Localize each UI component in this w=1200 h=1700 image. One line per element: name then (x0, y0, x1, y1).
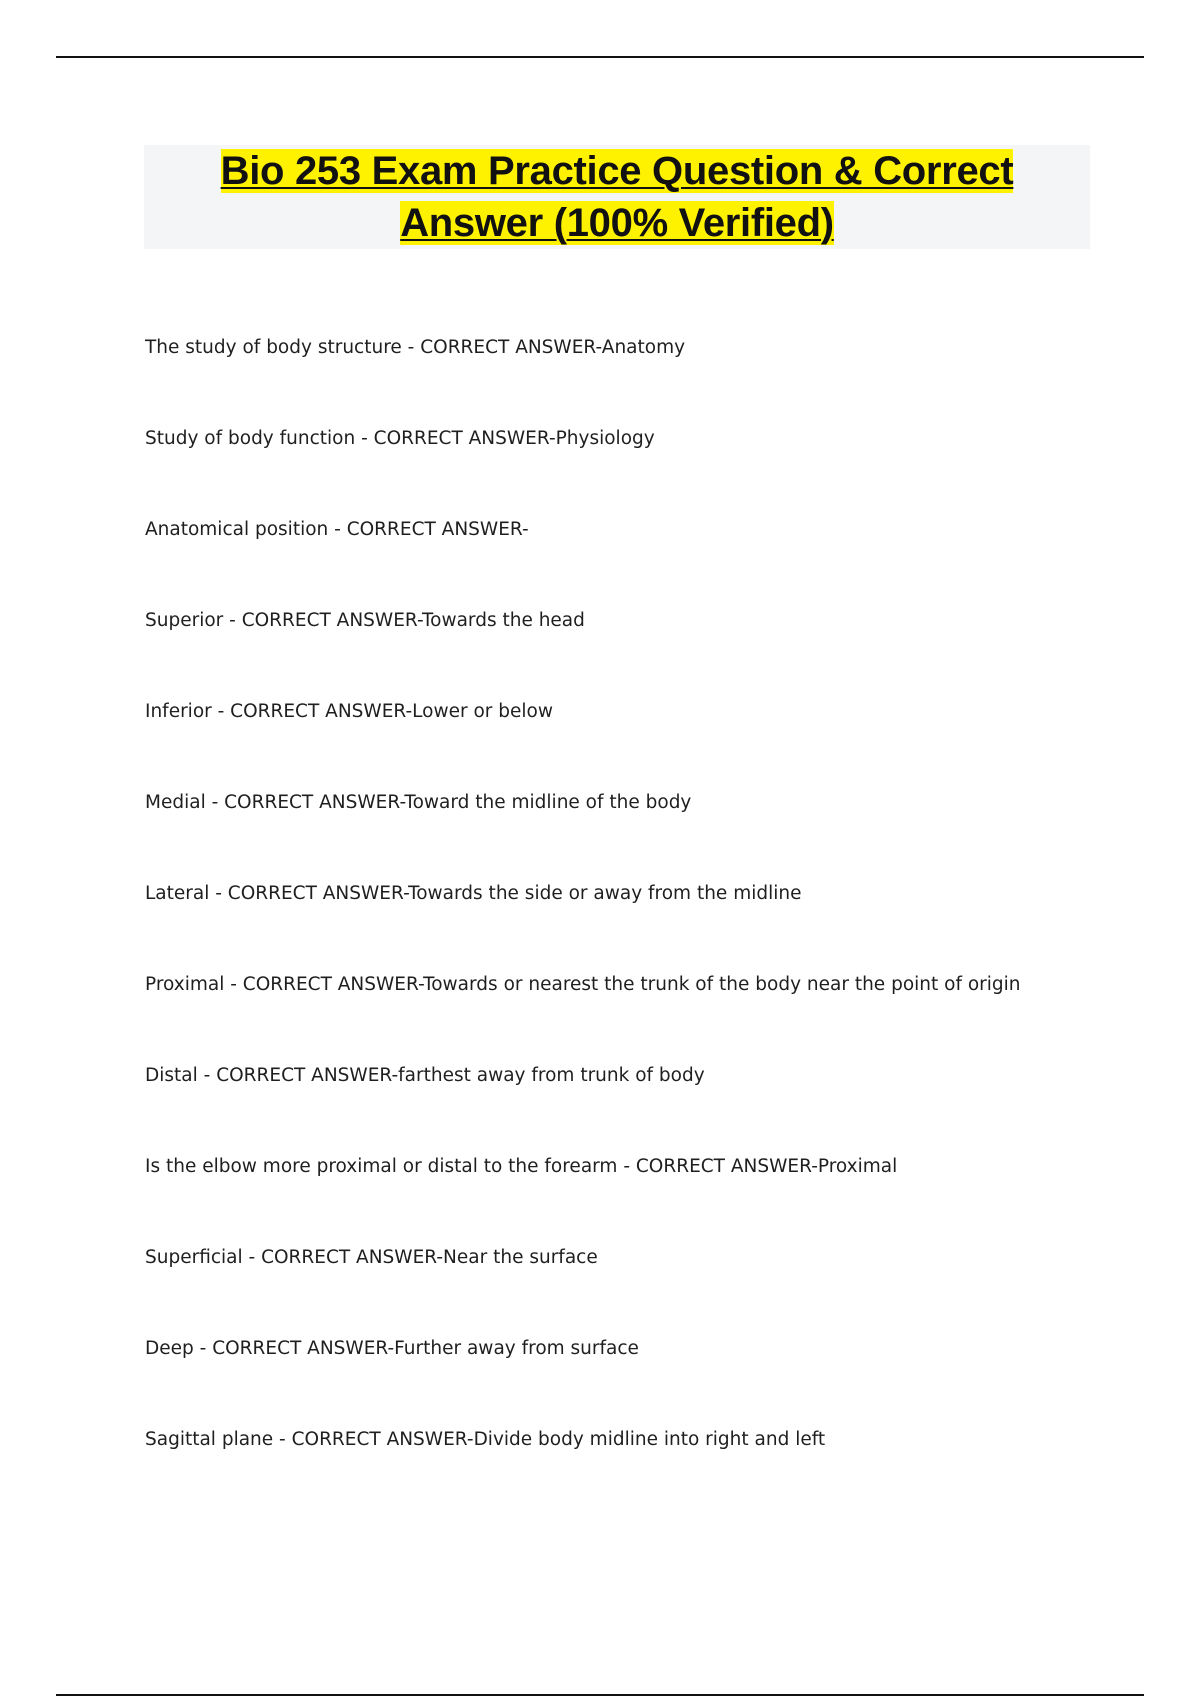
question-answer-item: Proximal - CORRECT ANSWER-Towards or nearest the trunk of the body near the point of origin (145, 974, 1021, 995)
question-answer-item: Lateral - CORRECT ANSWER-Towards the side or away from the midline (145, 883, 802, 904)
question-answer-item: Inferior - CORRECT ANSWER-Lower or below (145, 701, 553, 722)
question-answer-item: Superior - CORRECT ANSWER-Towards the head (145, 610, 585, 631)
question-answer-item: Is the elbow more proximal or distal to the forearm - CORRECT ANSWER-Proximal (145, 1156, 898, 1177)
question-answer-item: Sagittal plane - CORRECT ANSWER-Divide body midline into right and left (145, 1429, 826, 1450)
question-answer-item: The study of body structure - CORRECT ANSWER-Anatomy (145, 337, 686, 358)
question-answer-list (145, 333, 1145, 1516)
document-title-line-2: Answer (100% Verified) (400, 201, 834, 245)
page-bottom-rule (56, 1694, 1144, 1696)
question-answer-item: Medial - CORRECT ANSWER-Toward the midline of the body (145, 792, 692, 813)
question-answer-item: Distal - CORRECT ANSWER-farthest away from trunk of body (145, 1065, 705, 1086)
page-top-rule (56, 56, 1144, 58)
question-answer-item: Superficial - CORRECT ANSWER-Near the surface (145, 1247, 598, 1268)
document-title-line-1: Bio 253 Exam Practice Question & Correct (220, 149, 1014, 193)
question-answer-item: Deep - CORRECT ANSWER-Further away from surface (145, 1338, 639, 1359)
question-answer-item: Study of body function - CORRECT ANSWER-Physiology (145, 428, 655, 449)
question-answer-item: Anatomical position - CORRECT ANSWER- (145, 519, 529, 540)
document-title (144, 145, 1090, 249)
